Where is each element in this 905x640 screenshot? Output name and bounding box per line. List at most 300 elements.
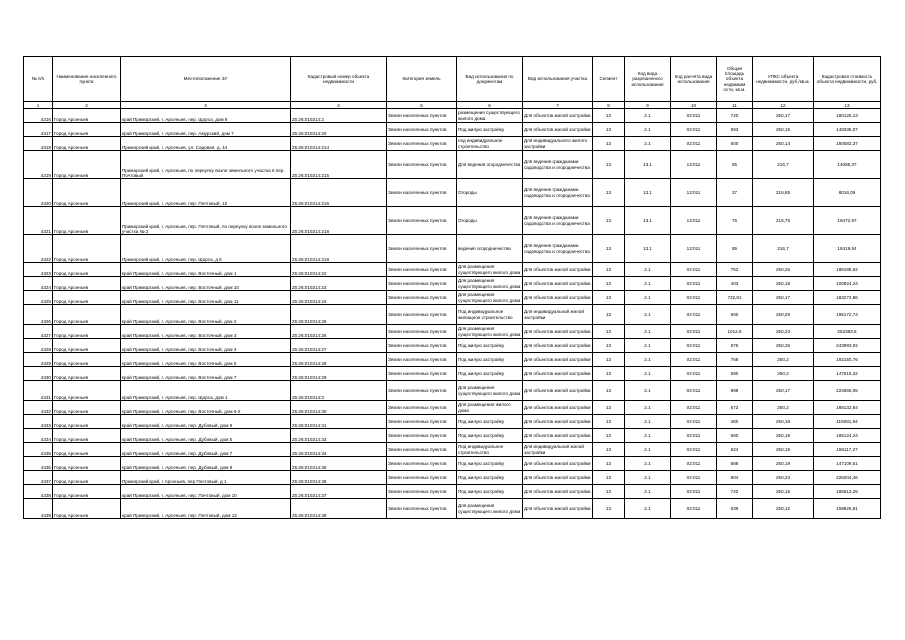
cadastral-number: 25:26:010314:30 <box>291 401 387 415</box>
land-category: Земли населенных пунктов <box>387 179 457 207</box>
upks-value: 250,19 <box>753 429 814 443</box>
table-row <box>24 367 881 381</box>
upks-value: 250,25 <box>753 263 814 277</box>
location-address: Приморский край, г. Арсеньев, по переулку возле земельного участка 6 пер. Почтовый <box>121 151 291 179</box>
calculation-code: 02:011 <box>671 381 717 401</box>
table-row <box>24 353 881 367</box>
permitted-use-code: 2.1 <box>625 429 671 443</box>
cadastral-number: 25:26:010314:35 <box>291 457 387 471</box>
column-number: 9 <box>625 102 671 109</box>
header-cell: Вид использования по документам <box>457 57 523 102</box>
town-name: Город Арсеньев <box>53 207 121 235</box>
land-category: Земли населенных пунктов <box>387 443 457 457</box>
town-name: Город Арсеньев <box>53 339 121 353</box>
documented-use: Для размещения существующего жилого дома <box>457 263 523 277</box>
cadastral-number: 25:26:010314:25 <box>291 305 387 325</box>
row-number: 4334 <box>24 429 53 443</box>
row-number: 4337 <box>24 471 53 485</box>
calculation-code: 02:011 <box>671 339 717 353</box>
table-row <box>24 151 881 179</box>
plot-use: Для объектов жилой застройки <box>523 339 593 353</box>
permitted-use-code: 2.1 <box>625 305 671 325</box>
town-name: Город Арсеньев <box>53 353 121 367</box>
location-address: край Приморский, г. Арсеньев, пер. Дубовый, дом 5 <box>121 429 291 443</box>
cadastral-number: 25:26:010314:29 <box>291 367 387 381</box>
area-sqm: 403 <box>717 277 753 291</box>
cadastral-number: 25:26:010314:26 <box>291 325 387 339</box>
land-category: Земли населенных пунктов <box>387 305 457 325</box>
table-row <box>24 179 881 207</box>
plot-use: Для объектов жилой застройки <box>523 109 593 123</box>
upks-value: 216,65 <box>753 179 814 207</box>
cadastral-cost: 14085,37 <box>814 151 881 179</box>
table-row <box>24 485 881 499</box>
land-category: Земли населенных пунктов <box>387 325 457 339</box>
land-category: Земли населенных пунктов <box>387 277 457 291</box>
cadastral-cost: 100824,24 <box>814 277 881 291</box>
table-row <box>24 457 881 471</box>
location-address: край Приморский, г. Арсеньев, пер. Восточный, дом 4 <box>121 339 291 353</box>
table-row <box>24 123 881 137</box>
plot-use: Для объектов жилой застройки <box>523 123 593 137</box>
plot-use: Для объектов жилой застройки <box>523 277 593 291</box>
area-sqm: 593 <box>717 123 753 137</box>
upks-value: 250,2 <box>753 367 814 381</box>
permitted-use-code: 2.1 <box>625 457 671 471</box>
land-category: Земли населенных пунктов <box>387 381 457 401</box>
row-number: 4320 <box>24 179 53 207</box>
land-category: Земли населенных пунктов <box>387 367 457 381</box>
calculation-code: 02:011 <box>671 499 717 519</box>
plot-use: Для объектов жилой застройки <box>523 429 593 443</box>
location-address: край Приморский, г. Арсеньев, пер. Дубовый, дом 9 <box>121 415 291 429</box>
plot-use: Для ведения гражданами садоводства и огородничества <box>523 179 593 207</box>
column-number: 10 <box>671 102 717 109</box>
location-address: край Приморский, г. Арсеньев, пер. Восточный, дом 3 <box>121 325 291 339</box>
calculation-code: 02:011 <box>671 485 717 499</box>
documented-use: Для размещения существующего жилого дома <box>457 381 523 401</box>
town-name: Город Арсеньев <box>53 151 121 179</box>
town-name: Город Арсеньев <box>53 179 121 207</box>
plot-use: Для объектов жилой застройки <box>523 367 593 381</box>
calculation-code: 13:011 <box>671 151 717 179</box>
location-address: край Приморский, г. Арсеньев, пер. Восточный, дом 6-2 <box>121 401 291 415</box>
location-address: Приморский край, г. Арсеньев, ул. Садовая, д. 44 <box>121 137 291 151</box>
cadastral-cost: 165172,74 <box>814 305 881 325</box>
land-category: Земли населенных пунктов <box>387 151 457 179</box>
area-sqm: 732,81 <box>717 291 753 305</box>
plot-use: Для объектов жилой застройки <box>523 325 593 339</box>
column-number: 4 <box>291 102 387 109</box>
header-cell: Наименование населенного пункта <box>53 57 121 102</box>
town-name: Город Арсеньев <box>53 123 121 137</box>
table-row <box>24 263 881 277</box>
column-number: 11 <box>717 102 753 109</box>
permitted-use-code: 2.1 <box>625 137 671 151</box>
segment: 13 <box>593 137 625 151</box>
documented-use: Под жилую застройку <box>457 485 523 499</box>
calculation-code: 02:011 <box>671 415 717 429</box>
town-name: Город Арсеньев <box>53 367 121 381</box>
table-row <box>24 415 881 429</box>
town-name: Город Арсеньев <box>53 381 121 401</box>
row-number: 4339 <box>24 499 53 519</box>
documented-use: Под жилую застройку <box>457 353 523 367</box>
row-number: 4328 <box>24 339 53 353</box>
table-row <box>24 291 881 305</box>
location-address: край Приморский, г. Арсеньев, пер. Восточный, дом 2 <box>121 305 291 325</box>
location-address: Приморский край, г. Арсеньев, пер. Почтовый, 12 <box>121 179 291 207</box>
cadastral-cost: 192150,76 <box>814 353 881 367</box>
cadastral-number: 25:26:010314:2 <box>291 109 387 123</box>
documented-use: Огороды <box>457 207 523 235</box>
documented-use: Для размещения существующего жилого дома <box>457 499 523 519</box>
documented-use: Под жилую застройку <box>457 123 523 137</box>
cadastral-cost: 8016,05 <box>814 179 881 207</box>
row-number: 4322 <box>24 235 53 263</box>
cadastral-cost: 150083,37 <box>814 137 881 151</box>
upks-value: 250,15 <box>753 123 814 137</box>
documented-use: Для размещения жилого дома <box>457 401 523 415</box>
table-row <box>24 381 881 401</box>
town-name: Город Арсеньев <box>53 415 121 429</box>
plot-use: Для индивидуального жилого застройки <box>523 137 593 151</box>
town-name: Город Арсеньев <box>53 277 121 291</box>
area-sqm: 65 <box>717 151 753 179</box>
header-cell: Код вида разрешенного использования <box>625 57 671 102</box>
plot-use: Для объектов жилой застройки <box>523 353 593 367</box>
location-address: край Приморский, г. Арсеньев, пер. Щорса, дом 8 <box>121 109 291 123</box>
town-name: Город Арсеньев <box>53 305 121 325</box>
cadastral-cost: 253383,5 <box>814 325 881 339</box>
area-sqm: 76 <box>717 207 753 235</box>
land-category: Земли населенных пунктов <box>387 415 457 429</box>
table-row <box>24 137 881 151</box>
upks-value: 250,18 <box>753 277 814 291</box>
permitted-use-code: 2.1 <box>625 471 671 485</box>
segment: 13 <box>593 499 625 519</box>
segment: 13 <box>593 123 625 137</box>
documented-use: Под индивидуальное строительство <box>457 443 523 457</box>
row-number: 4336 <box>24 457 53 471</box>
location-address: край Приморский, г. Арсеньев, пер. Дубовый, дом 8 <box>121 457 291 471</box>
upks-value: 250,2 <box>753 353 814 367</box>
table-row <box>24 207 881 235</box>
segment: 13 <box>593 109 625 123</box>
row-number: 4332 <box>24 401 53 415</box>
town-name: Город Арсеньев <box>53 137 121 151</box>
table-row <box>24 235 881 263</box>
town-name: Город Арсеньев <box>53 429 121 443</box>
town-name: Город Арсеньев <box>53 401 121 415</box>
land-category: Земли населенных пунктов <box>387 485 457 499</box>
cadastral-cost: 243993,02 <box>814 339 881 353</box>
location-address: край Приморский, г. Арсеньев, пер. Восточный, дом 1 <box>121 263 291 277</box>
calculation-code: 02:011 <box>671 457 717 471</box>
upks-value: 250,23 <box>753 325 814 339</box>
cadastral-cost: 168132,84 <box>814 401 881 415</box>
header-cell: Сегмент <box>593 57 625 102</box>
upks-value: 250,19 <box>753 443 814 457</box>
calculation-code: 02:011 <box>671 325 717 339</box>
row-number: 4330 <box>24 367 53 381</box>
calculation-code: 13:011 <box>671 179 717 207</box>
column-number-row <box>24 102 881 109</box>
header-cell: Кадастровый номер объекта недвижимости <box>291 57 387 102</box>
documented-use: Под жилую застройку <box>457 471 523 485</box>
row-number: 4333 <box>24 415 53 429</box>
cadastral-number: 25:26:010314:20 <box>291 123 387 137</box>
location-address: Приморский край, г. Арсеньев, пер. Почтовый, по переулку возле земельного участка № 2 <box>121 207 291 235</box>
upks-value: 250,17 <box>753 291 814 305</box>
header-cell: Местоположение ЗУ <box>121 57 291 102</box>
calculation-code: 02:011 <box>671 471 717 485</box>
cadastral-number: 25:26:010314:39 <box>291 499 387 519</box>
town-name: Город Арсеньев <box>53 235 121 263</box>
documented-use: Для размещения существующего жилого дома <box>457 277 523 291</box>
calculation-code: 13:011 <box>671 207 717 235</box>
town-name: Город Арсеньев <box>53 325 121 339</box>
town-name: Город Арсеньев <box>53 485 121 499</box>
documented-use: размещения существующего жилого дома <box>457 109 523 123</box>
calculation-code: 02:011 <box>671 429 717 443</box>
segment: 13 <box>593 443 625 457</box>
column-number: 6 <box>457 102 523 109</box>
upks-value: 250,12 <box>753 499 814 519</box>
cadastral-cost: 159825,81 <box>814 499 881 519</box>
documented-use: Под жилую застройку <box>457 339 523 353</box>
land-category: Земли населенных пунктов <box>387 235 457 263</box>
segment: 13 <box>593 339 625 353</box>
segment: 13 <box>593 353 625 367</box>
area-sqm: 742 <box>717 485 753 499</box>
column-number: 7 <box>523 102 593 109</box>
permitted-use-code: 13.1 <box>625 179 671 207</box>
cadastral-cost: 18419,64 <box>814 235 881 263</box>
area-sqm: 590 <box>717 367 753 381</box>
segment: 13 <box>593 277 625 291</box>
cadastral-cost: 180125,13 <box>814 109 881 123</box>
table-row <box>24 401 881 415</box>
plot-use: Для объектов жилой застройки <box>523 415 593 429</box>
cadastral-number: 25:26:010314:3 <box>291 381 387 401</box>
documented-use: Под жилую застройку <box>457 415 523 429</box>
cadastral-number: 25:26:010314:24 <box>291 291 387 305</box>
row-number: 4321 <box>24 207 53 235</box>
permitted-use-code: 2.1 <box>625 109 671 123</box>
cadastral-number: 25:26:010314:37 <box>291 485 387 499</box>
calculation-code: 02:011 <box>671 367 717 381</box>
segment: 13 <box>593 485 625 499</box>
documented-use: Под жилую застройку <box>457 457 523 471</box>
cadastral-cost: 16472,97 <box>814 207 881 235</box>
upks-value: 250,19 <box>753 457 814 471</box>
area-sqm: 768 <box>717 353 753 367</box>
cadastral-number: 25:26:010314:23 <box>291 277 387 291</box>
segment: 13 <box>593 305 625 325</box>
segment: 13 <box>593 429 625 443</box>
cadastral-number: 25:26:010314:34 <box>291 443 387 457</box>
land-category: Земли населенных пунктов <box>387 499 457 519</box>
segment: 13 <box>593 457 625 471</box>
upks-value: 250,15 <box>753 485 814 499</box>
plot-use: Для индивидуальной жилой застройки <box>523 443 593 457</box>
column-number: 8 <box>593 102 625 109</box>
table-row <box>24 305 881 325</box>
plot-use: Для индивидуальной жилой застройки <box>523 305 593 325</box>
upks-value: 216,75 <box>753 207 814 235</box>
row-number: 4335 <box>24 443 53 457</box>
segment: 13 <box>593 235 625 263</box>
plot-use: Для ведения гражданами садоводства и огородничества <box>523 151 593 179</box>
area-sqm: 1012,6 <box>717 325 753 339</box>
cadastral-number: 25:26:010314:28 <box>291 353 387 367</box>
calculation-code: 02:011 <box>671 277 717 291</box>
cadastral-cost: 165124,24 <box>814 429 881 443</box>
town-name: Город Арсеньев <box>53 263 121 277</box>
upks-value: 216,7 <box>753 151 814 179</box>
land-category: Земли населенных пунктов <box>387 353 457 367</box>
row-number: 4325 <box>24 291 53 305</box>
header-cell: Кадастровая стоимость объекта недвижимости, руб. <box>814 57 881 102</box>
land-category: Земли населенных пунктов <box>387 457 457 471</box>
area-sqm: 660 <box>717 429 753 443</box>
upks-value: 216,7 <box>753 235 814 263</box>
segment: 13 <box>593 291 625 305</box>
land-category: Земли населенных пунктов <box>387 429 457 443</box>
cadastral-number: 25:26:010314:22 <box>291 263 387 277</box>
segment: 13 <box>593 263 625 277</box>
cadastral-number: 25:26:010314:27 <box>291 339 387 353</box>
table-row <box>24 109 881 123</box>
table-row <box>24 277 881 291</box>
upks-value: 250,17 <box>753 109 814 123</box>
permitted-use-code: 2.1 <box>625 339 671 353</box>
cadastral-cost: 183274,86 <box>814 291 881 305</box>
location-address: Приморский край, г Арсеньев, пер Почтовый, д 1 <box>121 471 291 485</box>
documented-use: под индивидуальное строительство <box>457 137 523 151</box>
header-cell: № п/п <box>24 57 53 102</box>
area-sqm: 898 <box>717 381 753 401</box>
location-address: край Приморский, г. Арсеньев, пер. Восточный, дом 5 <box>121 353 291 367</box>
plot-use: Для объектов жилой застройки <box>523 291 593 305</box>
location-address: край Приморский, г. Арсеньев, пер. Дубовый, дом 7 <box>121 443 291 457</box>
cadastral-cost: 115081,94 <box>814 415 881 429</box>
area-sqm: 37 <box>717 179 753 207</box>
land-category: Земли населенных пунктов <box>387 339 457 353</box>
permitted-use-code: 2.1 <box>625 401 671 415</box>
calculation-code: 13:011 <box>671 235 717 263</box>
header-row <box>24 57 881 102</box>
row-number: 4338 <box>24 485 53 499</box>
column-number: 12 <box>753 102 814 109</box>
area-sqm: 752 <box>717 263 753 277</box>
documented-use: Для ведения огородничества <box>457 151 523 179</box>
cadastral-cost: 226204,46 <box>814 471 881 485</box>
town-name: Город Арсеньев <box>53 291 121 305</box>
land-category: Земли населенных пунктов <box>387 263 457 277</box>
header-cell: Общая площадь объекта недвижим ости, кв.м. <box>717 57 753 102</box>
area-sqm: 588 <box>717 457 753 471</box>
documented-use: ведения огородничества <box>457 235 523 263</box>
segment: 13 <box>593 471 625 485</box>
town-name: Город Арсеньев <box>53 109 121 123</box>
column-number: 5 <box>387 102 457 109</box>
permitted-use-code: 13.1 <box>625 235 671 263</box>
table-row <box>24 471 881 485</box>
cadastral-cost: 156117,27 <box>814 443 881 457</box>
area-sqm: 720 <box>717 109 753 123</box>
location-address: край Приморский, г. Арсеньев, пер. Восточный, дом 10 <box>121 277 291 291</box>
plot-use: Для объектов жилой застройки <box>523 471 593 485</box>
segment: 13 <box>593 151 625 179</box>
cadastral-number: 25:26:010314:215 <box>291 151 387 179</box>
land-category: Земли населенных пунктов <box>387 471 457 485</box>
table-body <box>24 109 881 519</box>
cadastral-cost: 185613,25 <box>814 485 881 499</box>
plot-use: Для объектов жилой застройки <box>523 381 593 401</box>
area-sqm: 904 <box>717 471 753 485</box>
town-name: Город Арсеньев <box>53 499 121 519</box>
location-address: край Приморский, г. Арсеньев, пер. Почтовый, дом 10 <box>121 485 291 499</box>
documented-use: Огороды <box>457 179 523 207</box>
location-address: край Приморский, г. Арсеньев, пер. Амурский, дом 7 <box>121 123 291 137</box>
location-address: край Приморский, г. Арсеньев, пер. Восточный, дом 7 <box>121 367 291 381</box>
calculation-code: 02:011 <box>671 401 717 415</box>
permitted-use-code: 2.1 <box>625 485 671 499</box>
upks-value: 250,2 <box>753 401 814 415</box>
cadastral-value-table <box>23 56 881 519</box>
permitted-use-code: 2.1 <box>625 325 671 339</box>
documented-use: Для размещения существующего жилого дома <box>457 325 523 339</box>
header-cell: Вид использования участка <box>523 57 593 102</box>
location-address: край Приморский, г. Арсеньев, пер. Почтовый, дом 12 <box>121 499 291 519</box>
upks-value: 250,17 <box>753 381 814 401</box>
table-row <box>24 443 881 457</box>
permitted-use-code: 2.1 <box>625 291 671 305</box>
cadastral-cost: 188189,62 <box>814 263 881 277</box>
plot-use: Для ведения гражданами садоводства и огородничества <box>523 207 593 235</box>
calculation-code: 02:011 <box>671 353 717 367</box>
permitted-use-code: 2.1 <box>625 353 671 367</box>
column-number: 1 <box>24 102 53 109</box>
area-sqm: 460 <box>717 415 753 429</box>
upks-value: 250,29 <box>753 305 814 325</box>
cadastral-cost: 147615,32 <box>814 367 881 381</box>
row-number: 4329 <box>24 353 53 367</box>
row-number: 4323 <box>24 263 53 277</box>
permitted-use-code: 2.1 <box>625 443 671 457</box>
calculation-code: 02:011 <box>671 263 717 277</box>
cadastral-cost: 148336,07 <box>814 123 881 137</box>
location-address: край Приморский, г. Арсеньев, пер. Восточный, дом 11 <box>121 291 291 305</box>
row-number: 4319 <box>24 151 53 179</box>
row-number: 4317 <box>24 123 53 137</box>
documented-use: Под жилую застройку <box>457 429 523 443</box>
plot-use: Для объектов жилой застройки <box>523 457 593 471</box>
permitted-use-code: 2.1 <box>625 367 671 381</box>
row-number: 4316 <box>24 109 53 123</box>
town-name: Город Арсеньев <box>53 471 121 485</box>
location-address: Приморский край, г. Арсеньев, пер. Щорса, д 5 <box>121 235 291 263</box>
upks-value: 250,18 <box>753 415 814 429</box>
cadastral-cost: 147109,51 <box>814 457 881 471</box>
cadastral-number: 25:26:010314:219 <box>291 235 387 263</box>
segment: 13 <box>593 415 625 429</box>
plot-use: Для объектов жилой застройки <box>523 499 593 519</box>
upks-value: 250,25 <box>753 339 814 353</box>
table-row <box>24 325 881 339</box>
